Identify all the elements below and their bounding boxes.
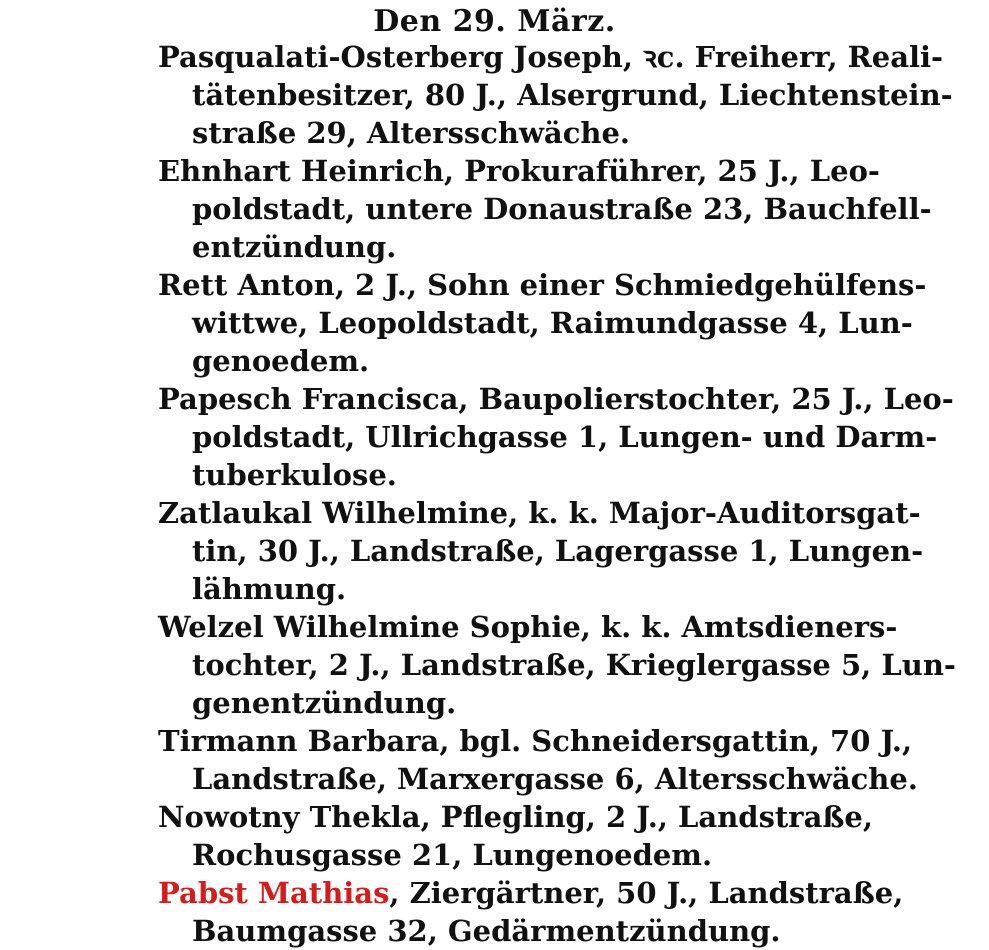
entry-line: wittwe, Leopoldstadt, Raimundgasse 4, Lun- xyxy=(192,306,913,340)
register-entry xyxy=(158,608,956,722)
highlighted-name: Pabst Mathias xyxy=(158,876,390,910)
register-entry xyxy=(158,266,927,380)
entry-line: Tirmann Barbara, bgl. Schneidersgattin, 70 J., xyxy=(158,724,913,758)
entry-line: tin, 30 J., Landstraße, Lagergasse 1, Lungen- xyxy=(192,534,924,568)
register-entry xyxy=(158,798,873,874)
register-entry-highlighted xyxy=(158,874,904,950)
entry-line: tuberkulose. xyxy=(192,458,397,492)
entry-line: genentzündung. xyxy=(192,686,457,720)
entry-line-rest: , Ziergärtner, 50 J., Landstraße, xyxy=(389,876,904,910)
death-register-list xyxy=(158,38,956,950)
entry-line: Landstraße, Marxergasse 6, Altersschwäche. xyxy=(192,762,918,796)
entry-line: entzündung. xyxy=(192,230,397,264)
entry-line: Baumgasse 32, Gedärmentzündung. xyxy=(192,914,781,948)
entry-line: tochter, 2 J., Landstraße, Krieglergasse 5, Lun- xyxy=(192,648,956,682)
entry-line: poldstadt, untere Donaustraße 23, Bauchfell- xyxy=(192,192,932,226)
entry-line: Papesch Francisca, Baupolierstochter, 25 J., Leo- xyxy=(158,382,954,416)
entry-line: Ehnhart Heinrich, Prokuraführer, 25 J., Leo- xyxy=(158,154,880,188)
entry-line: lähmung. xyxy=(192,572,347,606)
entry-line xyxy=(158,874,904,912)
entry-line: Pasqualati-Osterberg Joseph, ꝛc. Freiherr, Reali- xyxy=(158,40,944,74)
entry-line: straße 29, Altersschwäche. xyxy=(192,116,631,150)
register-entry xyxy=(158,38,953,152)
entry-line: Nowotny Thekla, Pflegling, 2 J., Landstraße, xyxy=(158,800,873,834)
entry-line: Welzel Wilhelmine Sophie, k. k. Amtsdieners- xyxy=(158,610,898,644)
register-entry xyxy=(158,380,954,494)
entry-line: Rett Anton, 2 J., Sohn einer Schmiedgehülfens- xyxy=(158,268,927,302)
date-heading: Den 29. März. xyxy=(373,4,616,39)
register-entry xyxy=(158,722,918,798)
register-entry xyxy=(158,152,932,266)
entry-line: poldstadt, Ullrichgasse 1, Lungen- und Darm- xyxy=(192,420,938,454)
entry-line: Rochusgasse 21, Lungenoedem. xyxy=(192,838,713,872)
entry-line: genoedem. xyxy=(192,344,370,378)
entry-line: tätenbesitzer, 80 J., Alsergrund, Liechtenstein- xyxy=(192,78,953,112)
register-entry xyxy=(158,494,924,608)
entry-line: Zatlaukal Wilhelmine, k. k. Major-Auditorsgat- xyxy=(158,496,921,530)
